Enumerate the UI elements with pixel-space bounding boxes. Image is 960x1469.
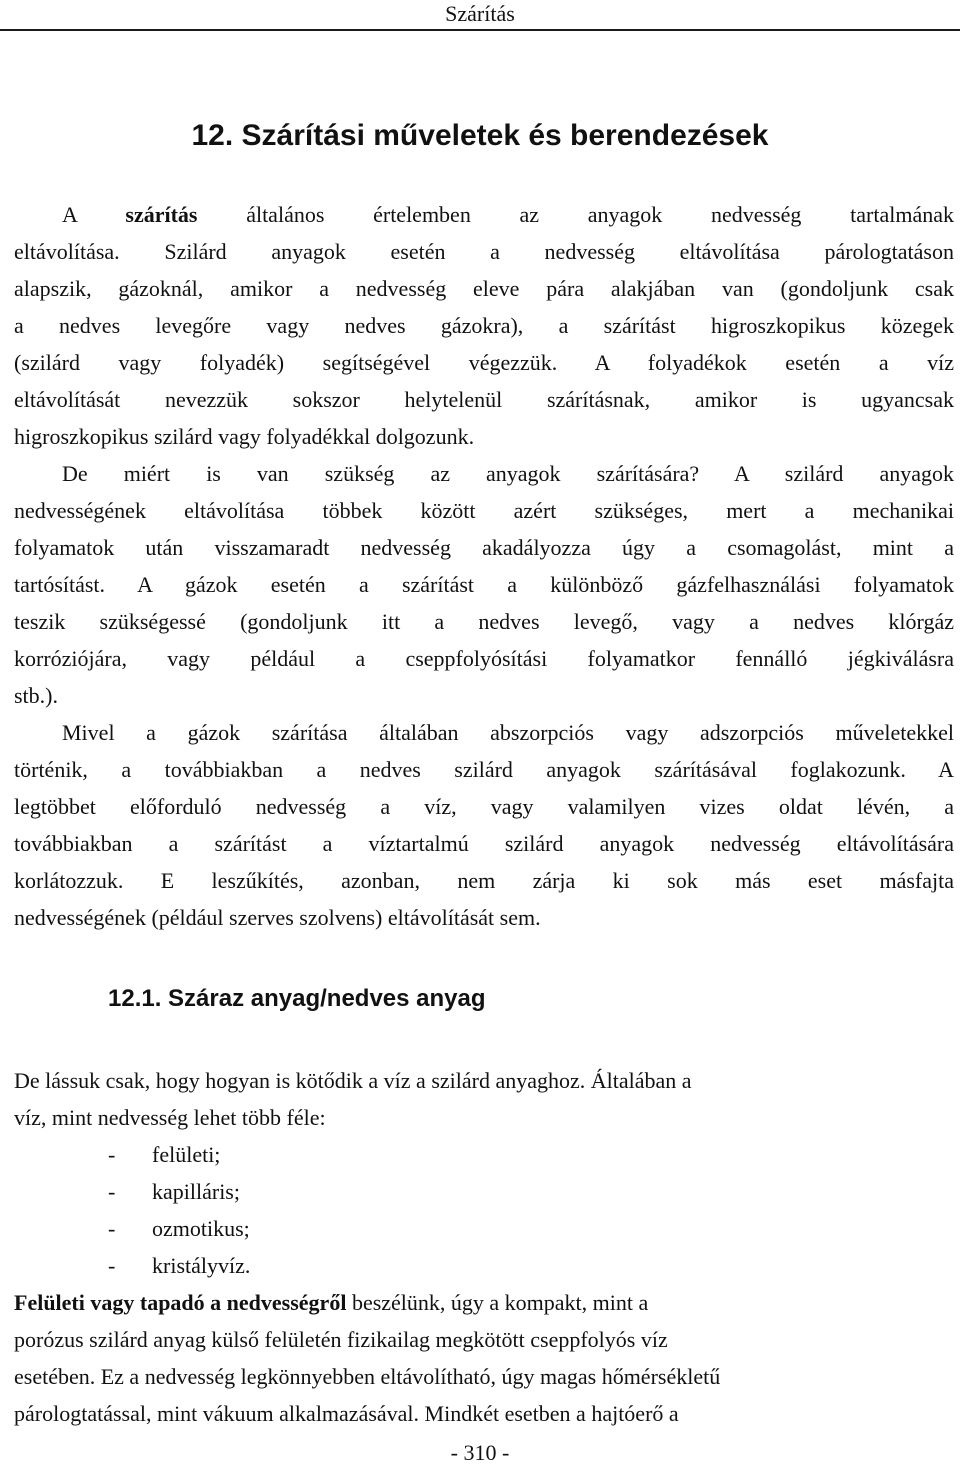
para5-line-3: esetében. Ez a nedvesség legkönnyebben eltávolítható, úgy magas hőmérsékletű [14, 1364, 721, 1389]
para3-line-1: Mivel a gázok szárítása általában abszorpciós vagy adszorpciós műveletekkel [62, 720, 954, 745]
intro-line-2: eltávolítása. Szilárd anyagok esetén a nedvesség eltávolítása párologtatáson [14, 239, 954, 264]
page-number: - 310 - [450, 1440, 510, 1465]
intro-line-5: (szilárd vagy folyadék) segítségével végezzük. A folyadékok esetén a víz [14, 350, 954, 375]
body-text [14, 196, 954, 936]
chapter-title: 12. Szárítási műveletek és berendezések [191, 119, 769, 152]
para5-line-2: porózus szilárd anyag külső felületén fizikailag megkötött cseppfolyós víz [14, 1327, 668, 1352]
para4-line-1: De lássuk csak, hogy hogyan is kötődik a víz a szilárd anyaghoz. Általában a [14, 1068, 692, 1093]
para3-line-6: nedvességének (például szerves szolvens) eltávolítását sem. [14, 905, 541, 930]
intro-line-3: alapszik, gázoknál, amikor a nedvesség eleve pára alakjában van (gondoljunk csak [14, 276, 954, 301]
intro-line-4: a nedves levegőre vagy nedves gázokra), a szárítást higroszkopikus közegek [14, 313, 954, 338]
section-body-text [14, 1062, 954, 1432]
list-item: - ozmotikus; [108, 1216, 250, 1241]
para3-line-3: legtöbbet előforduló nedvesség a víz, vagy valamilyen vizes oldat lévén, a [14, 794, 954, 819]
para2-line-5: teszik szükségessé (gondoljunk itt a nedves levegő, vagy a nedves klórgáz [14, 609, 954, 634]
running-header-title: Szárítás [445, 1, 515, 26]
list-item: - kristályvíz. [108, 1253, 251, 1278]
intro-line-7: higroszkopikus szilárd vagy folyadékkal dolgozunk. [14, 424, 475, 449]
water-type-list [14, 1136, 954, 1284]
para2-line-4: tartósítást. A gázok esetén a szárítást a különböző gázfelhasználási folyamatok [14, 572, 954, 597]
list-item: - felületi; [108, 1142, 221, 1167]
intro-line-1: A szárítás általános értelemben az anyagok nedvesség tartalmának [62, 202, 954, 227]
para2-line-3: folyamatok után visszamaradt nedvesség akadályozza úgy a csomagolást, mint a [14, 535, 954, 560]
para2-line-6: korróziójára, vagy például a cseppfolyósítási folyamatkor fennálló jégkiválásra [14, 646, 954, 671]
running-header [0, 0, 960, 31]
para5-line-4: párologtatással, mint vákuum alkalmazásával. Mindkét esetben a hajtóerő a [14, 1401, 679, 1426]
list-item: - kapilláris; [108, 1179, 240, 1204]
intro-line-6: eltávolítását nevezzük sokszor helytelenül szárításnak, amikor is ugyancsak [14, 387, 954, 412]
para3-line-2: történik, a továbbiakban a nedves szilárd anyagok szárításával foglakozunk. A [14, 757, 954, 782]
section-title: 12.1. Száraz anyag/nedves anyag [108, 985, 486, 1012]
para2-line-2: nedvességének eltávolítása többek között azért szükséges, mert a mechanikai [14, 498, 954, 523]
para3-line-5: korlátozzuk. E leszűkítés, azonban, nem zárja ki sok más eset másfajta [14, 868, 954, 893]
para5-line-1: Felületi vagy tapadó a nedvességről beszélünk, úgy a kompakt, mint a [14, 1290, 649, 1315]
para2-line-7: stb.). [14, 683, 58, 708]
term-feluleti-nedvesseg: Felületi vagy tapadó a nedvességről [14, 1290, 347, 1315]
term-szaritas: szárítás [125, 202, 198, 227]
para4-line-2: víz, mint nedvesség lehet több féle: [14, 1105, 326, 1130]
para3-line-4: továbbiakban a szárítást a víztartalmú szilárd anyagok nedvesség eltávolítására [14, 831, 954, 856]
para2-line-1: De miért is van szükség az anyagok szárítására? A szilárd anyagok [62, 461, 954, 486]
